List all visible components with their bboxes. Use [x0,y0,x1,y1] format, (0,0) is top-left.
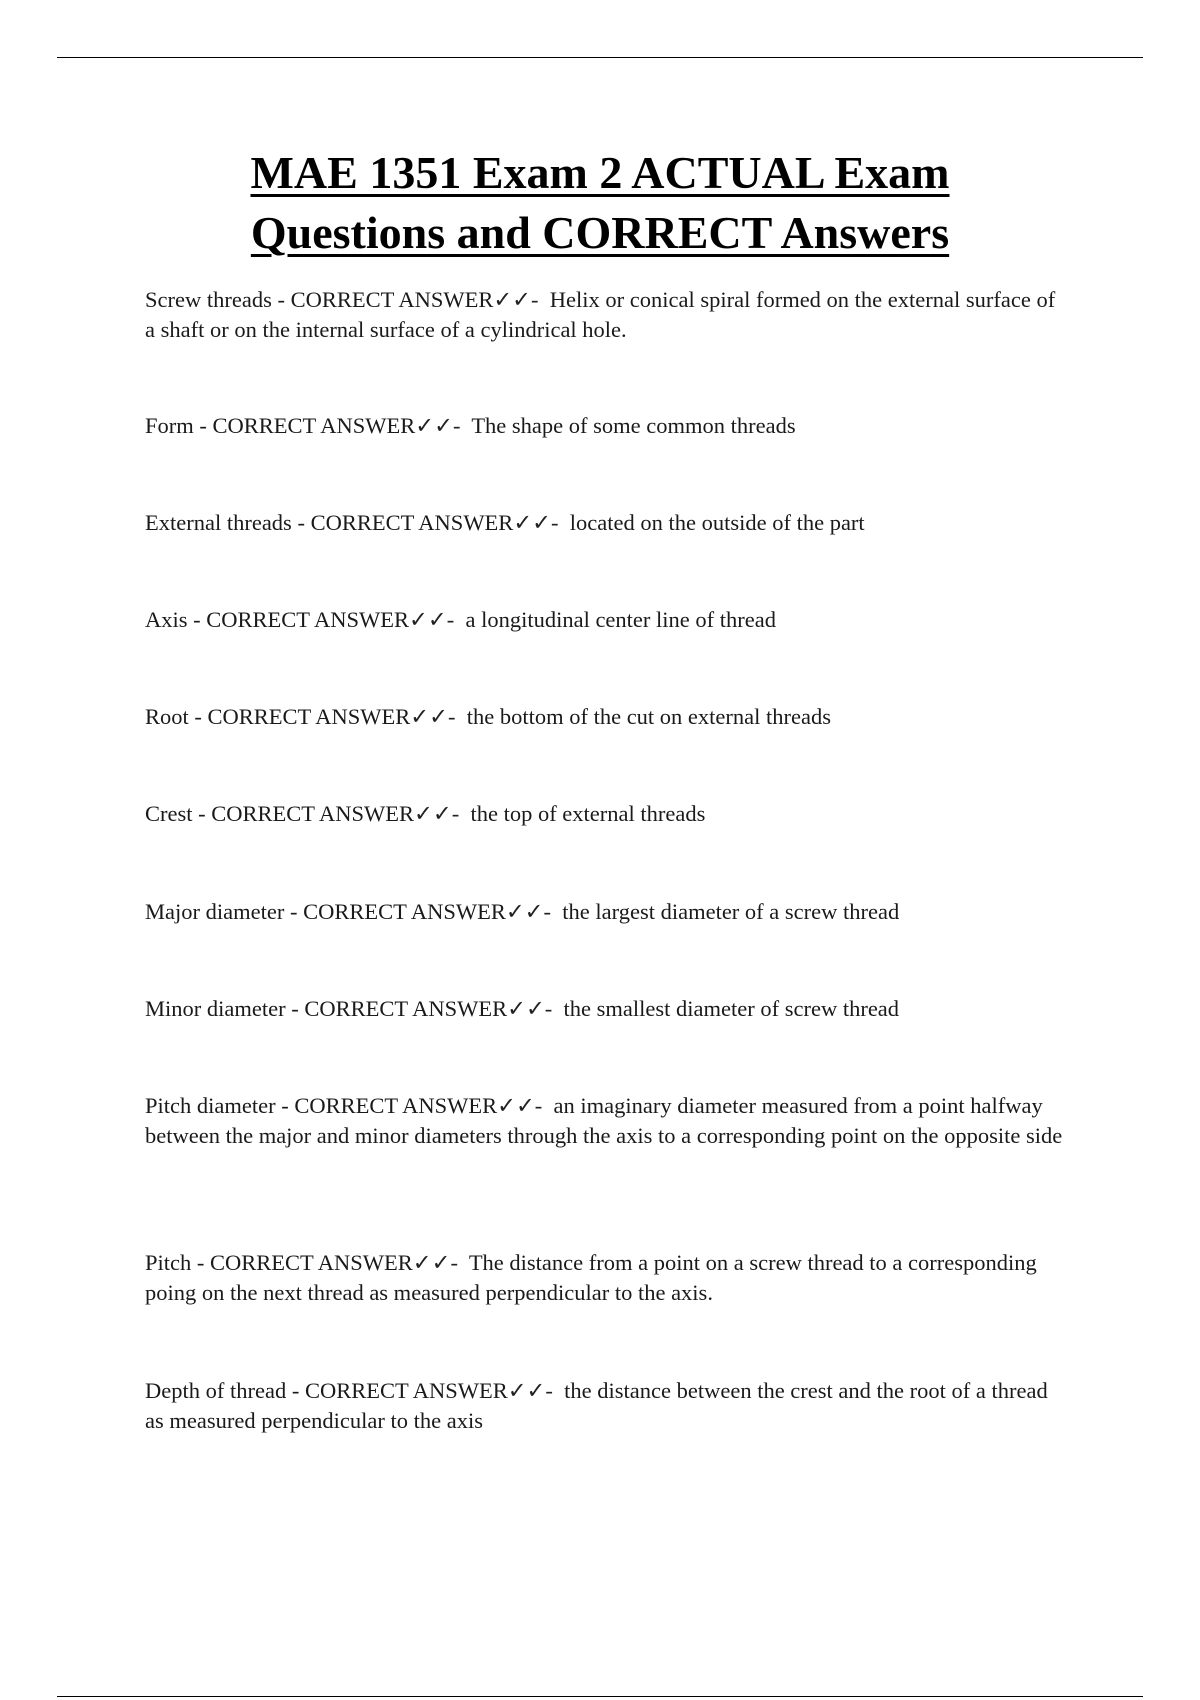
qa-term: Pitch diameter [145,1093,276,1118]
top-divider [57,57,1143,58]
correct-answer-label: CORRECT ANSWER [304,996,508,1021]
qa-definition: an imaginary diameter measured from a point halfway between the major and minor diameters through the axis to a corresponding point on the opposite side [145,1093,1063,1148]
double-check-icon: ✓✓- [507,996,564,1021]
correct-answer-label: CORRECT ANSWER [294,1093,498,1118]
qa-item-crest: Crest - CORRECT ANSWER✓✓- the top of external threads [145,801,706,826]
qa-definition: the top of external threads [470,801,706,826]
qa-item-pitch: Pitch - CORRECT ANSWER✓✓- The distance from a point on a screw thread to a corresponding poing on the next thread as measured perpendicular to the axis. [145,1250,1037,1305]
qa-term: Screw threads [145,287,272,312]
double-check-icon: ✓✓- [493,287,550,312]
double-check-icon: ✓✓- [410,704,467,729]
correct-answer-label: CORRECT ANSWER [304,1378,508,1403]
qa-term: Minor diameter [145,996,286,1021]
correct-answer-label: CORRECT ANSWER [207,704,411,729]
correct-answer-label: CORRECT ANSWER [310,510,514,535]
correct-answer-label: CORRECT ANSWER [206,607,410,632]
qa-definition: a longitudinal center line of thread [465,607,776,632]
qa-term: External threads [145,510,292,535]
double-check-icon: ✓✓- [497,1093,554,1118]
document-title [100,143,1100,263]
correct-answer-label: CORRECT ANSWER [212,413,416,438]
qa-definition: The distance from a point on a screw thread to a corresponding poing on the next thread as measured perpendicular to the axis. [145,1250,1037,1305]
qa-item-axis: Axis - CORRECT ANSWER✓✓- a longitudinal center line of thread [145,607,776,632]
double-check-icon: ✓✓- [412,1250,469,1275]
bottom-divider [57,1696,1143,1697]
qa-term: Depth of thread [145,1378,287,1403]
qa-item-form: Form - CORRECT ANSWER✓✓- The shape of some common threads [145,413,796,438]
qa-term: Major diameter [145,899,285,924]
correct-answer-label: CORRECT ANSWER [210,1250,413,1275]
qa-item-external-threads: External threads - CORRECT ANSWER✓✓- located on the outside of the part [145,510,865,535]
double-check-icon: ✓✓- [409,607,466,632]
qa-term: Pitch [145,1250,192,1275]
qa-definition: the bottom of the cut on external threads [466,704,831,729]
qa-term: Root [145,704,189,729]
qa-definition: The shape of some common threads [471,413,796,438]
title-line-1: MAE 1351 Exam 2 ACTUAL Exam [250,147,950,198]
title-line-2: Questions and CORRECT Answers [250,207,950,258]
double-check-icon: ✓✓- [415,413,472,438]
qa-item-screw-threads: Screw threads - CORRECT ANSWER✓✓- Helix or conical spiral formed on the external surface of a shaft or on the internal surface of a cylindrical hole. [145,287,1056,342]
qa-definition: Helix or conical spiral formed on the external surface of a shaft or on the internal surface of a cylindrical hole. [145,287,1056,342]
qa-item-root: Root - CORRECT ANSWER✓✓- the bottom of the cut on external threads [145,704,831,729]
qa-definition: the distance between the crest and the root of a thread as measured perpendicular to the axis [145,1378,1048,1433]
double-check-icon: ✓✓- [513,510,570,535]
qa-definition: located on the outside of the part [569,510,865,535]
qa-term: Crest [145,801,193,826]
correct-answer-label: CORRECT ANSWER [303,899,506,924]
double-check-icon: ✓✓- [507,1378,565,1403]
qa-definition: the smallest diameter of screw thread [563,996,900,1021]
qa-item-major-diameter: Major diameter - CORRECT ANSWER✓✓- the largest diameter of a screw thread [145,899,900,924]
qa-term: Form [145,413,194,438]
correct-answer-label: CORRECT ANSWER [290,287,494,312]
double-check-icon: ✓✓- [414,801,471,826]
double-check-icon: ✓✓- [505,899,563,924]
qa-definition: the largest diameter of a screw thread [562,899,900,924]
qa-item-pitch-diameter: Pitch diameter - CORRECT ANSWER✓✓- an imaginary diameter measured from a point halfway between the major and minor diameters through the axis to a corresponding point on the opposite side [145,1093,1063,1148]
correct-answer-label: CORRECT ANSWER [211,801,414,826]
qa-term: Axis [145,607,188,632]
qa-item-minor-diameter: Minor diameter - CORRECT ANSWER✓✓- the smallest diameter of screw thread [145,996,900,1021]
qa-item-depth-of-thread: Depth of thread - CORRECT ANSWER✓✓- the distance between the crest and the root of a thread as measured perpendicular to the axis [145,1378,1048,1433]
